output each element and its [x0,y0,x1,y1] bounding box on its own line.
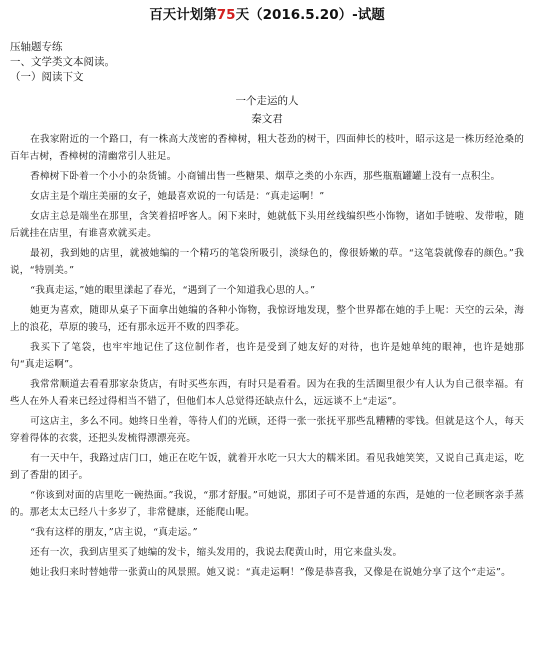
title-prefix: 百天计划第 [149,7,217,23]
article-body [10,131,524,581]
paragraph: 女店主是个端庄美丽的女子，她最喜欢说的一句话是：“真走运啊！” [30,191,325,202]
paragraph: “你该到对面的店里吃一碗热面。”我说，“那才舒服。”可她说，那团子可不是普通的东西，是她的一位老顾客亲手蒸的。那老太太已经八十多岁了，非常健康，还能爬山呢。 [10,490,524,518]
paragraph: 可这店主，多么不同。她终日坐着，等待人们的光顾，还得一张一张抚平那些乱糟糟的零钱。但就是这个人，每天穿着得体的衣裳，还把头发梳得漂漂亮亮。 [10,416,524,444]
paragraph: 我买下了笔袋，也牢牢地记住了这位制作者，也许是受到了她友好的对待，也许是她单纯的眼神，也许是她那句“真走运啊”。 [10,342,524,370]
paragraph: 我常常顺道去看看那家杂货店，有时买些东西，有时只是看看。因为在我的生活圈里很少有人认为自己很幸福。有些人在外人看来已经过得相当不错了，但他们本人总觉得还缺点什么，远远谈不上“走运”。 [10,379,524,407]
section-heading-literary: 一、文学类文本阅读。 [10,56,115,68]
paragraph: 还有一次，我到店里买了她编的发卡，缩头发用的，我说去爬黄山时，用它来盘头发。 [30,547,403,558]
section-heading-practice: 压轴题专练 [10,41,63,53]
article-title: 一个走运的人 [235,95,299,107]
paragraph: 最初，我到她的店里，就被她编的一个精巧的笔袋所吸引，淡绿色的，像很娇嫩的草。“这笔袋就像春的颜色。”我说，“特别美。” [10,248,524,276]
paragraph: “我真走运，”她的眼里漾起了春光，“遇到了一个知道我心思的人。” [30,285,316,296]
paragraph: “我有这样的朋友，”店主说，“真走运。” [30,527,198,538]
title-day-number: 75 [216,7,236,23]
page-title [10,6,524,24]
paragraph: 她更为喜欢，随即从桌子下面拿出她编的各种小饰物，我惊讶地发现，整个世界都在她的手上呢：天空的云朵，海上的浪花，草原的骏马，还有那永远开不败的四季花。 [10,305,524,333]
paragraph: 香樟树下卧着一个小小的杂货铺。小商铺出售一些糖果、烟草之类的小东西，那些瓶瓶罐罐上没有一点积尘。 [30,171,501,182]
article-author: 秦文君 [251,113,283,125]
paragraph: 女店主总是端坐在那里，含笑着招呼客人。闲下来时，她就低下头用丝线编织些小饰物，诸如手链啦、发带啦，随后就挂在店里，有谁喜欢就买走。 [10,211,524,239]
section-heading-read: （一）阅读下文 [10,71,84,83]
paragraph: 她让我归来时替她带一张黄山的风景照。她又说：“真走运啊！”像是恭喜我，又像是在说她分享了这个“走运”。 [30,567,511,578]
paragraph: 在我家附近的一个路口，有一株高大茂密的香樟树，粗大苍劲的树干，四面伸长的枝叶，昭示这是一株历经沧桑的百年古树，香樟树的清幽常引人驻足。 [10,134,524,162]
title-suffix: 天（2016.5.20）-试题 [235,7,385,23]
paragraph: 有一天中午，我路过店门口，她正在吃午饭，就着开水吃一只大大的糯米团。看见我她笑笑，又说自己真走运，吃到了香甜的团子。 [10,453,524,481]
